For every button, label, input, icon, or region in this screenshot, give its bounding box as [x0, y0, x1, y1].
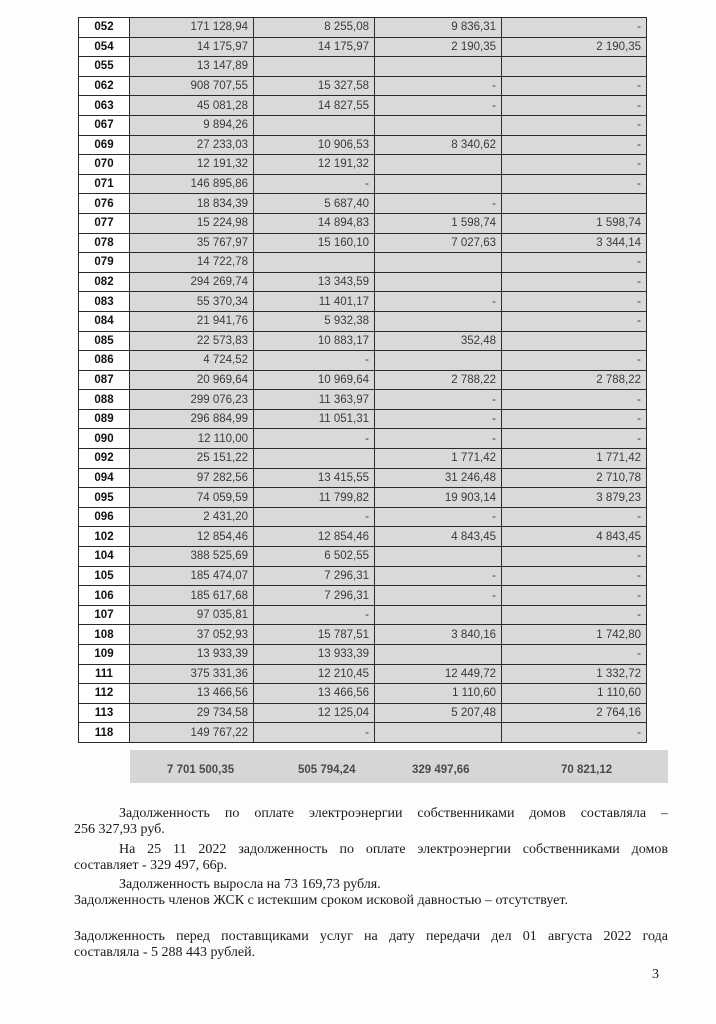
cell-col-4	[502, 57, 647, 77]
table-row	[79, 723, 647, 743]
table-row	[79, 57, 647, 77]
row-code: 089	[79, 409, 130, 429]
row-code: 070	[79, 155, 130, 175]
row-code: 104	[79, 547, 130, 567]
cell-col-3: 352,48	[375, 331, 502, 351]
table-row	[79, 625, 647, 645]
cell-col-3: 2 788,22	[375, 370, 502, 390]
cell-col-1: 388 525,69	[130, 547, 254, 567]
cell-col-2: 11 401,17	[254, 292, 375, 312]
cell-col-4: 1 771,42	[502, 449, 647, 469]
cell-col-3	[375, 723, 502, 743]
cell-col-3	[375, 57, 502, 77]
cell-col-2: 13 466,56	[254, 684, 375, 704]
cell-col-1: 20 969,64	[130, 370, 254, 390]
cell-col-2: 5 687,40	[254, 194, 375, 214]
cell-col-1: 18 834,39	[130, 194, 254, 214]
paragraph-2-line-2: составляет - 329 497, 66р.	[74, 858, 228, 873]
cell-col-4: -	[502, 76, 647, 96]
cell-col-2: 11 363,97	[254, 390, 375, 410]
cell-col-1: 15 224,98	[130, 213, 254, 233]
table-row	[79, 18, 647, 38]
table-row	[79, 566, 647, 586]
cell-col-2: 5 932,38	[254, 311, 375, 331]
table-row	[79, 468, 647, 488]
row-code: 076	[79, 194, 130, 214]
row-code: 111	[79, 664, 130, 684]
table-row	[79, 233, 647, 253]
cell-col-1: 29 734,58	[130, 703, 254, 723]
row-code: 052	[79, 18, 130, 38]
cell-col-4: -	[502, 409, 647, 429]
cell-col-1: 4 724,52	[130, 351, 254, 371]
cell-col-3: 4 843,45	[375, 527, 502, 547]
cell-col-3: 7 027,63	[375, 233, 502, 253]
cell-col-1: 27 233,03	[130, 135, 254, 155]
cell-col-3: -	[375, 507, 502, 527]
cell-col-3: 5 207,48	[375, 703, 502, 723]
cell-col-2: 15 787,51	[254, 625, 375, 645]
cell-col-2: 14 175,97	[254, 37, 375, 57]
cell-col-3: -	[375, 194, 502, 214]
table-row	[79, 331, 647, 351]
cell-col-2: 12 210,45	[254, 664, 375, 684]
cell-col-1: 185 617,68	[130, 586, 254, 606]
table-row	[79, 213, 647, 233]
cell-col-4: -	[502, 135, 647, 155]
cell-col-1: 9 894,26	[130, 115, 254, 135]
cell-col-1: 14 722,78	[130, 253, 254, 273]
cell-col-3	[375, 351, 502, 371]
table-row	[79, 370, 647, 390]
debt-table	[78, 17, 647, 743]
table-row	[79, 194, 647, 214]
row-code: 107	[79, 605, 130, 625]
cell-col-4: -	[502, 18, 647, 38]
paragraph-1-line-2: 256 327,93 руб.	[74, 822, 165, 837]
cell-col-3	[375, 155, 502, 175]
cell-col-4: -	[502, 311, 647, 331]
cell-col-1: 25 151,22	[130, 449, 254, 469]
row-code: 092	[79, 449, 130, 469]
paragraph-5-line-1: Задолженность перед поставщиками услуг на дату передачи дел 01 августа 2022 года	[74, 929, 668, 944]
cell-col-2: 11 051,31	[254, 409, 375, 429]
row-code: 079	[79, 253, 130, 273]
cell-col-2: 15 327,58	[254, 76, 375, 96]
table-row	[79, 684, 647, 704]
cell-col-2: -	[254, 723, 375, 743]
cell-col-1: 375 331,36	[130, 664, 254, 684]
cell-col-1: 296 884,99	[130, 409, 254, 429]
cell-col-4: -	[502, 115, 647, 135]
cell-col-4: 3 879,23	[502, 488, 647, 508]
row-code: 090	[79, 429, 130, 449]
cell-col-3	[375, 115, 502, 135]
paragraph-1-line-1: Задолженность по оплате электроэнергии собственниками домов составляла –	[119, 806, 668, 821]
cell-col-4: -	[502, 292, 647, 312]
table-row	[79, 488, 647, 508]
cell-col-3	[375, 645, 502, 665]
table-row	[79, 174, 647, 194]
cell-col-1: 97 035,81	[130, 605, 254, 625]
cell-col-3: 19 903,14	[375, 488, 502, 508]
cell-col-4: 1 332,72	[502, 664, 647, 684]
cell-col-2: 14 894,83	[254, 213, 375, 233]
row-code: 084	[79, 311, 130, 331]
table-row	[79, 272, 647, 292]
cell-col-2	[254, 449, 375, 469]
cell-col-1: 908 707,55	[130, 76, 254, 96]
total-col-1: 7 701 500,35	[167, 764, 235, 776]
cell-col-2: -	[254, 174, 375, 194]
cell-col-2: 10 883,17	[254, 331, 375, 351]
cell-col-4: -	[502, 96, 647, 116]
cell-col-4: 3 344,14	[502, 233, 647, 253]
row-code: 118	[79, 723, 130, 743]
row-code: 113	[79, 703, 130, 723]
table-row	[79, 703, 647, 723]
cell-col-2: 14 827,55	[254, 96, 375, 116]
cell-col-2: -	[254, 351, 375, 371]
cell-col-2: 13 343,59	[254, 272, 375, 292]
paragraph-5-line-2: составляла - 5 288 443 рублей.	[74, 945, 256, 960]
cell-col-1: 37 052,93	[130, 625, 254, 645]
cell-col-3: 1 598,74	[375, 213, 502, 233]
cell-col-4: -	[502, 645, 647, 665]
table-row	[79, 311, 647, 331]
cell-col-1: 12 191,32	[130, 155, 254, 175]
cell-col-4	[502, 331, 647, 351]
row-code: 071	[79, 174, 130, 194]
cell-col-2: 12 191,32	[254, 155, 375, 175]
cell-col-4: 1 110,60	[502, 684, 647, 704]
cell-col-1: 2 431,20	[130, 507, 254, 527]
cell-col-3: 1 110,60	[375, 684, 502, 704]
row-code: 062	[79, 76, 130, 96]
cell-col-4: -	[502, 566, 647, 586]
cell-col-2: 10 906,53	[254, 135, 375, 155]
cell-col-1: 146 895,86	[130, 174, 254, 194]
cell-col-4: 1 598,74	[502, 213, 647, 233]
cell-col-1: 299 076,23	[130, 390, 254, 410]
total-col-3: 329 497,66	[412, 764, 470, 776]
table-row	[79, 292, 647, 312]
row-code: 096	[79, 507, 130, 527]
cell-col-2: 6 502,55	[254, 547, 375, 567]
table-row	[79, 115, 647, 135]
cell-col-4: -	[502, 605, 647, 625]
row-code: 095	[79, 488, 130, 508]
cell-col-1: 13 147,89	[130, 57, 254, 77]
cell-col-1: 294 269,74	[130, 272, 254, 292]
page-number: 3	[652, 967, 659, 982]
table-row	[79, 645, 647, 665]
cell-col-2: 15 160,10	[254, 233, 375, 253]
cell-col-2: 12 854,46	[254, 527, 375, 547]
row-code: 102	[79, 527, 130, 547]
cell-col-4: 1 742,80	[502, 625, 647, 645]
row-code: 086	[79, 351, 130, 371]
cell-col-3: 3 840,16	[375, 625, 502, 645]
table-row	[79, 664, 647, 684]
cell-col-1: 55 370,34	[130, 292, 254, 312]
cell-col-2: 12 125,04	[254, 703, 375, 723]
table-row	[79, 351, 647, 371]
row-code: 088	[79, 390, 130, 410]
cell-col-3: 1 771,42	[375, 449, 502, 469]
table-row	[79, 96, 647, 116]
cell-col-2: 13 933,39	[254, 645, 375, 665]
cell-col-4: 2 788,22	[502, 370, 647, 390]
cell-col-3: 31 246,48	[375, 468, 502, 488]
table-row	[79, 37, 647, 57]
cell-col-4: -	[502, 351, 647, 371]
table-row	[79, 429, 647, 449]
cell-col-3: 2 190,35	[375, 37, 502, 57]
cell-col-1: 185 474,07	[130, 566, 254, 586]
cell-col-4: 2 190,35	[502, 37, 647, 57]
row-code: 055	[79, 57, 130, 77]
row-code: 112	[79, 684, 130, 704]
cell-col-2: 8 255,08	[254, 18, 375, 38]
table-row	[79, 76, 647, 96]
row-code: 105	[79, 566, 130, 586]
cell-col-1: 13 466,56	[130, 684, 254, 704]
cell-col-3	[375, 272, 502, 292]
cell-col-4: 2 764,16	[502, 703, 647, 723]
paragraph-4: Задолженность членов ЖСК с истекшим сроком исковой давностью – отсутствует.	[74, 893, 568, 908]
cell-col-2: 10 969,64	[254, 370, 375, 390]
table-row	[79, 390, 647, 410]
cell-col-1: 22 573,83	[130, 331, 254, 351]
cell-col-2	[254, 115, 375, 135]
cell-col-4: -	[502, 507, 647, 527]
cell-col-3	[375, 253, 502, 273]
table-row	[79, 253, 647, 273]
cell-col-2: -	[254, 429, 375, 449]
paragraph-2-line-1: На 25 11 2022 задолженность по оплате электроэнергии собственниками домов	[119, 842, 668, 857]
cell-col-4: -	[502, 253, 647, 273]
cell-col-3: -	[375, 586, 502, 606]
row-code: 083	[79, 292, 130, 312]
cell-col-4: -	[502, 390, 647, 410]
cell-col-3: 8 340,62	[375, 135, 502, 155]
table-row	[79, 605, 647, 625]
cell-col-3	[375, 174, 502, 194]
cell-col-3	[375, 547, 502, 567]
cell-col-4: -	[502, 429, 647, 449]
cell-col-2	[254, 253, 375, 273]
cell-col-4: -	[502, 547, 647, 567]
paragraph-3: Задолженность выросла на 73 169,73 рубля.	[119, 877, 381, 892]
row-code: 067	[79, 115, 130, 135]
cell-col-1: 171 128,94	[130, 18, 254, 38]
cell-col-2	[254, 57, 375, 77]
cell-col-1: 149 767,22	[130, 723, 254, 743]
cell-col-1: 21 941,76	[130, 311, 254, 331]
cell-col-4: 2 710,78	[502, 468, 647, 488]
cell-col-4: -	[502, 272, 647, 292]
totals-row	[130, 750, 668, 783]
debt-table-body	[79, 18, 647, 743]
cell-col-2: 13 415,55	[254, 468, 375, 488]
cell-col-3: 9 836,31	[375, 18, 502, 38]
cell-col-3: -	[375, 76, 502, 96]
cell-col-1: 45 081,28	[130, 96, 254, 116]
cell-col-4: 4 843,45	[502, 527, 647, 547]
cell-col-1: 12 854,46	[130, 527, 254, 547]
table-row	[79, 155, 647, 175]
table-row	[79, 547, 647, 567]
cell-col-3	[375, 605, 502, 625]
cell-col-1: 97 282,56	[130, 468, 254, 488]
table-row	[79, 449, 647, 469]
cell-col-2: -	[254, 605, 375, 625]
row-code: 094	[79, 468, 130, 488]
cell-col-2: -	[254, 507, 375, 527]
cell-col-4: -	[502, 155, 647, 175]
row-code: 063	[79, 96, 130, 116]
row-code: 077	[79, 213, 130, 233]
cell-col-2: 11 799,82	[254, 488, 375, 508]
total-col-4: 70 821,12	[561, 764, 613, 776]
cell-col-3: -	[375, 96, 502, 116]
cell-col-3	[375, 311, 502, 331]
row-code: 078	[79, 233, 130, 253]
table-row	[79, 586, 647, 606]
cell-col-1: 14 175,97	[130, 37, 254, 57]
cell-col-1: 12 110,00	[130, 429, 254, 449]
table-row	[79, 507, 647, 527]
row-code: 108	[79, 625, 130, 645]
total-col-2: 505 794,24	[298, 764, 356, 776]
row-code: 069	[79, 135, 130, 155]
cell-col-2: 7 296,31	[254, 586, 375, 606]
cell-col-4: -	[502, 174, 647, 194]
row-code: 106	[79, 586, 130, 606]
cell-col-4	[502, 194, 647, 214]
row-code: 054	[79, 37, 130, 57]
table-row	[79, 409, 647, 429]
cell-col-3: -	[375, 390, 502, 410]
cell-col-3: -	[375, 429, 502, 449]
cell-col-4: -	[502, 586, 647, 606]
cell-col-1: 13 933,39	[130, 645, 254, 665]
cell-col-3: -	[375, 292, 502, 312]
cell-col-4: -	[502, 723, 647, 743]
table-row	[79, 527, 647, 547]
cell-col-1: 35 767,97	[130, 233, 254, 253]
row-code: 109	[79, 645, 130, 665]
cell-col-2: 7 296,31	[254, 566, 375, 586]
table-row	[79, 135, 647, 155]
cell-col-3: 12 449,72	[375, 664, 502, 684]
cell-col-3: -	[375, 409, 502, 429]
cell-col-1: 74 059,59	[130, 488, 254, 508]
row-code: 082	[79, 272, 130, 292]
row-code: 085	[79, 331, 130, 351]
row-code: 087	[79, 370, 130, 390]
cell-col-3: -	[375, 566, 502, 586]
